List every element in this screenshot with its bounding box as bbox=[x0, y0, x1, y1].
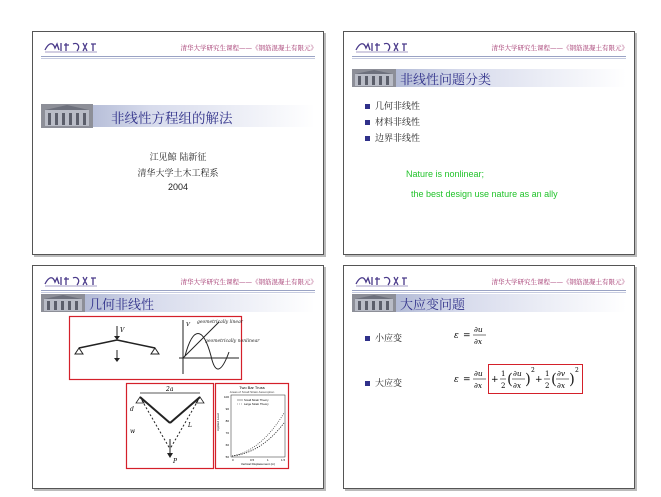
chart-subtitle: Areas of Small Strain Assumption bbox=[229, 390, 275, 394]
slide-4[interactable] bbox=[343, 265, 635, 489]
tsinghua-logo bbox=[354, 274, 409, 287]
small-strain-formula bbox=[452, 322, 492, 348]
course-title: 清华大学研究生课程——《钢筋混凝土有限元》 bbox=[491, 278, 628, 286]
large-strain-formula bbox=[452, 362, 584, 396]
building-image bbox=[41, 104, 93, 128]
svg-text:∂v: ∂v bbox=[557, 369, 566, 378]
bullet-icon bbox=[365, 381, 370, 386]
svg-text:∂u: ∂u bbox=[474, 325, 483, 334]
bullet-icon bbox=[365, 104, 370, 109]
divider bbox=[41, 290, 315, 291]
y-tick: 80 bbox=[225, 419, 229, 423]
slide-1[interactable] bbox=[32, 31, 324, 255]
divider bbox=[41, 58, 315, 59]
svg-text:2: 2 bbox=[531, 367, 535, 374]
slide-header bbox=[344, 266, 634, 290]
x-axis-label: Vertical Displacement (m) bbox=[240, 462, 276, 466]
slide-title: 非线性问题分类 bbox=[400, 73, 492, 88]
two-bar-truss-figure bbox=[126, 383, 214, 469]
span-label: 2a bbox=[166, 386, 174, 393]
svg-text:∂x: ∂x bbox=[474, 381, 483, 390]
svg-text:ε: ε bbox=[454, 375, 459, 385]
course-title: 清华大学研究生课程——《钢筋混凝土有限元》 bbox=[180, 278, 317, 286]
slide-3[interactable] bbox=[32, 265, 324, 489]
svg-text:1: 1 bbox=[501, 370, 506, 378]
svg-text:(: ( bbox=[551, 370, 557, 388]
svg-text:1: 1 bbox=[545, 370, 550, 378]
legend-small-strain: Small Strain Theory bbox=[244, 398, 269, 402]
y-tick: 60 bbox=[225, 443, 229, 447]
bullet-item: 几何非线性 bbox=[375, 102, 421, 112]
year: 2004 bbox=[167, 182, 189, 192]
slide-2[interactable] bbox=[343, 31, 635, 255]
quote-line-1: Nature is nonlinear; bbox=[406, 169, 485, 179]
course-title: 清华大学研究生课程——《钢筋混凝土有限元》 bbox=[491, 44, 628, 52]
building-image bbox=[352, 294, 396, 312]
svg-text:): ) bbox=[569, 370, 575, 388]
divider bbox=[352, 58, 626, 59]
x-tick: 1.5 bbox=[281, 458, 286, 462]
svg-text:∂u: ∂u bbox=[474, 369, 483, 378]
svg-text:∂x: ∂x bbox=[557, 381, 566, 390]
bullet-icon bbox=[365, 336, 370, 341]
authors: 江见鲸 陆新征 bbox=[149, 153, 207, 163]
length-label: L bbox=[188, 422, 192, 429]
y-tick: 90 bbox=[225, 407, 229, 411]
tsinghua-logo bbox=[354, 40, 409, 53]
divider bbox=[352, 290, 626, 291]
svg-text:∂x: ∂x bbox=[474, 337, 483, 346]
course-title: 清华大学研究生课程——《钢筋混凝土有限元》 bbox=[180, 44, 317, 52]
chart-title: Two Bar Truss bbox=[239, 385, 265, 390]
v-axis-label: V bbox=[186, 322, 190, 328]
quote-line-2: the best design use nature as an ally bbox=[411, 189, 558, 199]
slide-title: 几何非线性 bbox=[89, 298, 155, 313]
bullet-item: 材料非线性 bbox=[375, 118, 421, 128]
building-image bbox=[41, 294, 85, 312]
bullet-item: 边界非线性 bbox=[375, 134, 421, 144]
x-tick: 0.5 bbox=[250, 458, 255, 462]
svg-text:2: 2 bbox=[545, 382, 550, 390]
svg-text:+: + bbox=[491, 375, 499, 385]
load-displacement-chart bbox=[215, 383, 289, 469]
affiliation: 清华大学土木工程系 bbox=[137, 169, 219, 179]
divider bbox=[352, 56, 626, 57]
x-tick: 1 bbox=[267, 458, 269, 462]
svg-text:2: 2 bbox=[575, 367, 579, 374]
svg-text:+: + bbox=[535, 375, 543, 385]
y-tick: 50 bbox=[225, 455, 229, 459]
load-label: V bbox=[120, 327, 125, 334]
force-label: P bbox=[173, 458, 178, 465]
bullet-icon bbox=[365, 120, 370, 125]
svg-text:): ) bbox=[525, 370, 531, 388]
divider bbox=[41, 56, 315, 57]
svg-text:∂u: ∂u bbox=[513, 369, 522, 378]
tsinghua-logo bbox=[43, 40, 98, 53]
y-tick: 70 bbox=[225, 431, 229, 435]
slide-title: 大应变问题 bbox=[400, 298, 466, 313]
building-image bbox=[352, 69, 396, 87]
divider bbox=[352, 292, 626, 293]
slide-header bbox=[33, 32, 323, 56]
linear-curve-label: geometrically linear bbox=[197, 320, 243, 325]
bullet-item: 大应变 bbox=[375, 379, 403, 389]
w-label: w bbox=[130, 428, 136, 435]
bullet-item: 小应变 bbox=[375, 334, 403, 344]
legend-large-strain: Large Strain Theory bbox=[244, 402, 269, 406]
nonlinear-curve-label: geometrically nonlinear bbox=[205, 339, 260, 344]
svg-text:2: 2 bbox=[501, 382, 506, 390]
bullet-icon bbox=[365, 136, 370, 141]
svg-text:=: = bbox=[463, 375, 471, 385]
tsinghua-logo bbox=[43, 274, 98, 287]
y-axis-label: Applied Load bbox=[216, 413, 220, 431]
svg-text:(: ( bbox=[507, 370, 513, 388]
divider bbox=[41, 292, 315, 293]
slide-title: 非线性方程组的解法 bbox=[111, 111, 233, 127]
svg-text:=: = bbox=[463, 331, 471, 341]
svg-text:∂x: ∂x bbox=[513, 381, 522, 390]
svg-text:ε: ε bbox=[454, 331, 459, 341]
slide-header bbox=[33, 266, 323, 290]
nonlinear-truss-figure bbox=[69, 316, 260, 380]
y-tick: 100 bbox=[223, 395, 229, 399]
slide-header bbox=[344, 32, 634, 56]
d-label: d bbox=[130, 406, 134, 413]
x-tick: 0 bbox=[232, 458, 234, 462]
